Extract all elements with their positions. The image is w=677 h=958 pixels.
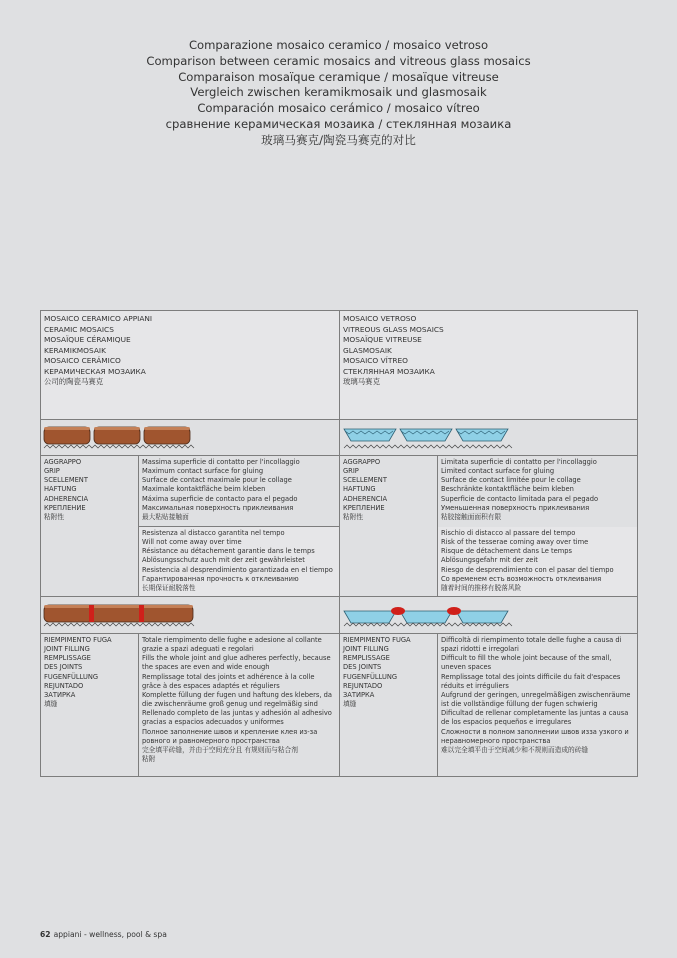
ceramic-header: MOSAICO CERAMICO APPIANI CERAMIC MOSAICS MOSAÏQUE CÉRAMIQUE KERAMIKMOSAIK MOSAICO CERÁMICO КЕРАМИЧЕСКАЯ МОЗАИКА 公司的陶瓷马赛克 <box>44 314 153 386</box>
ceramic-grip-illustration <box>43 423 203 453</box>
grout-joint-1 <box>89 605 94 622</box>
title-en: Comparison between ceramic mosaics and vitreous glass mosaics <box>146 53 531 68</box>
ceramic-fill-text: Totale riempimento delle fughe e adesione al collante grazie a spazi adeguati e regolari Fills the whole joint and glue adheres perfectly, because the spaces are even and wide enough Remplissage total des joints et adhérence à la colle grâce à des espaces adaptés et réguliers Komplette füllung der fugen und haftung des klebers, da die zwischenräume groß genug und regelmäßig sind Rellenado completo de las juntas y adhesión al adhesivo gracias a espacios adecuados y uniformes Полное заполнение швов и крепление клея из-за ровного и равномерного пространства 完全填平砖缝，并由于空间充分且 有规则而与粘合剂 粘附 <box>142 636 332 764</box>
grout-joint-1 <box>391 607 405 615</box>
title-zh: 玻璃马赛克/陶瓷马赛克的对比 <box>261 132 416 147</box>
grout-joint-2 <box>447 607 461 615</box>
title-ru: сравнение керамическая мозаика / стеклянная мозаика <box>165 116 512 131</box>
adhesive-layer <box>44 445 194 448</box>
glass-fill-text: Difficoltà di riempimento totale delle fughe a causa di spazi ridotti e irregolari Difficult to fill the whole joint because of the small, uneven spaces Remplissage total des joints difficile du fait d'espaces réduits et irréguliers Aufgrund der geringen, unregelmäßigen zwischenräume ist die vollständige füllung der fugen schwierig Dificultad de rellenar completamente las juntas a causa de los espacios pequeños e irregulares Сложности в полном заполнении швов изза узкого и неравномерного пространства 难以完全填平由于空间减少和不规则而造成的砖缝 <box>441 636 631 754</box>
title-fr: Comparaison mosaïque ceramique / mosaïque vitreuse <box>178 69 499 84</box>
ceramic-tile-1 <box>44 427 90 444</box>
row-line <box>41 633 637 634</box>
row-line <box>41 455 637 456</box>
glass-fill-label: RIEMPIMENTO FUGA JOINT FILLING REMPLISSAGE DES JOINTS FUGENFÜLLUNG REJUNTADO ЗАТИРКА 填缝 <box>343 636 411 709</box>
glass-header: MOSAICO VETROSO VITREOUS GLASS MOSAICS MOSAÏQUE VITREUSE GLASMOSAIK MOSAICO VÍTREO СТЕКЛЯННАЯ МОЗАИКА 玻璃马赛克 <box>343 314 444 386</box>
row-line <box>138 526 339 527</box>
title-de: Vergleich zwischen keramikmosaik und glasmosaik <box>190 85 487 100</box>
glass-tile-1 <box>344 429 396 441</box>
ceramic-detach-text: Resistenza al distacco garantita nel tempo Will not come away over time Résistance au détachement garantie dans le temps Ablösungsschutz auch mit der zeit gewährleistet Resistencia al desprendimiento garantizada en el tiempo Гарантированная прочность к отклеиванию 长期保证耐脱落性 <box>142 529 333 592</box>
page-number: 62 <box>40 930 51 939</box>
glass-grip-illustration <box>343 423 513 453</box>
row-line <box>41 419 637 420</box>
row-line <box>41 596 637 597</box>
glass-grip-label: AGGRAPPO GRIP SCELLEMENT HAFTUNG ADHERENCIA КРЕПЛЕНИЕ 粘附性 <box>343 458 388 521</box>
column-divider <box>339 311 340 776</box>
comparison-table <box>40 310 638 777</box>
grout-joint-2 <box>139 605 144 622</box>
glass-detach-text: Rischio di distacco al passare del tempo Risk of the tesserae coming away over time Risque de détachement dans Le temps Ablösungsgefahr mit der zeit Riesgo de desprendimiento con el pasar del tiempo Со временем есть возможность отклеивания 随着时间的推移有脱落风险 <box>441 529 614 592</box>
glass-fill-divider <box>437 633 438 776</box>
ceramic-fill-divider <box>138 633 139 776</box>
adhesive-layer <box>344 445 512 448</box>
ceramic-grip-text: Massima superficie di contatto per l'incollaggio Maximum contact surface for gluing Surface de contact maximale pour le collage Maximale kontaktfläche beim kleben Máxima superficie de contacto para el pegado Максимальная поверхность приклеивания 最大粘贴接触面 <box>142 458 300 521</box>
title-it: Comparazione mosaico ceramico / mosaico vetroso <box>188 38 489 52</box>
ceramic-grip-label: AGGRAPPO GRIP SCELLEMENT HAFTUNG ADHERENCIA КРЕПЛЕНИЕ 粘附性 <box>44 458 89 521</box>
glass-joint-illustration <box>343 601 513 631</box>
ceramic-tile-2 <box>94 427 140 444</box>
ceramic-tile-3 <box>144 427 190 444</box>
ceramic-fill-label: RIEMPIMENTO FUGA JOINT FILLING REMPLISSAGE DES JOINTS FUGENFÜLLUNG REJUNTADO ЗАТИРКА 填缝 <box>44 636 112 709</box>
glass-grip-text: Limitata superficie di contatto per l'incollaggio Limited contact surface for gluing Surface de contact limitée pour le collage Beschränkte kontaktfläche beim kleben Superficie de contacto limitada para el pegado Уменьшенная поверхность приклеивания 粘胶接触面面积有限 <box>441 458 599 521</box>
page-titles <box>0 38 677 149</box>
glass-tile-3 <box>456 429 508 441</box>
ceramic-joint-illustration <box>43 601 203 631</box>
footer-text: appiani - wellness, pool & spa <box>53 930 167 939</box>
glass-tile-2 <box>400 429 452 441</box>
title-es: Comparación mosaico cerámico / mosaico vítreo <box>197 101 480 116</box>
glass-grip-divider <box>437 455 438 596</box>
page-footer <box>40 930 167 939</box>
